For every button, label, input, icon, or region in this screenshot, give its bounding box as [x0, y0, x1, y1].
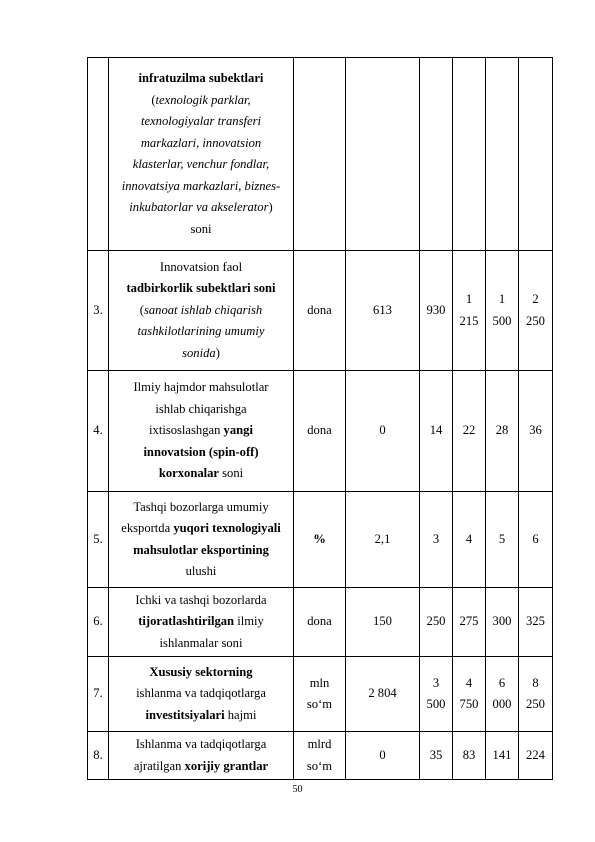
base-value: 150 — [346, 588, 420, 657]
target-value-y4: 6 — [519, 492, 553, 588]
label-part: ) soni — [190, 200, 273, 236]
label-part: soni — [219, 466, 244, 481]
indicator-label — [109, 588, 294, 657]
target-value-y4: 36 — [519, 371, 553, 492]
base-value: 613 — [346, 251, 420, 371]
row-number — [88, 58, 109, 251]
table-row — [88, 492, 553, 588]
target-value-y3: 6 000 — [486, 657, 519, 732]
label-part: Innovatsion faol — [159, 259, 243, 274]
label-part: yangi innovatsion (spin-off) korxonalar — [143, 423, 259, 481]
page-number: 50 — [292, 784, 303, 795]
target-value-y3: 5 — [486, 492, 519, 588]
row-number: 5. — [88, 492, 109, 588]
target-value-y3: 141 — [486, 732, 519, 780]
label-part: Ichki va tashqi bozorlarda — [135, 592, 267, 607]
target-value-y4: 224 — [519, 732, 553, 780]
label-part: tijoratlashtirilgan — [138, 614, 235, 629]
unit-cell: dona — [294, 588, 346, 657]
label-part: ( — [139, 302, 144, 317]
label-part: infratuzilma subektlari — [138, 71, 264, 85]
row-number: 7. — [88, 657, 109, 732]
target-value-y4: 8 250 — [519, 657, 553, 732]
target-value-y1: 35 — [420, 732, 453, 780]
label-part: ) — [215, 345, 220, 360]
unit-cell: dona — [294, 371, 346, 492]
table-row — [88, 657, 553, 732]
target-value-y3: 28 — [486, 371, 519, 492]
target-value-y1: 250 — [420, 588, 453, 657]
label-part: Tashqi bozorlarga umumiy eksportda — [121, 499, 269, 535]
label-part: Xususiy sektorning — [149, 664, 253, 679]
unit-cell: mlrd so‘m — [294, 732, 346, 780]
target-value-y2: 83 — [453, 732, 486, 780]
target-value-y2: 22 — [453, 371, 486, 492]
target-value-y1: 930 — [420, 251, 453, 371]
table-row — [88, 251, 553, 371]
label-part: investitsiyalari — [145, 707, 225, 722]
target-value-y2: 4 — [453, 492, 486, 588]
target-value-y2 — [453, 58, 486, 251]
indicator-label — [109, 657, 294, 732]
unit-cell — [294, 58, 346, 251]
label-part: sanoat ishlab chiqarish tashkilotlarining umumiy sonida — [137, 302, 265, 360]
target-value-y1 — [420, 58, 453, 251]
label-part: ilmiy ishlanmalar soni — [159, 614, 264, 650]
base-value: 2 804 — [346, 657, 420, 732]
base-value: 0 — [346, 371, 420, 492]
target-value-y1: 14 — [420, 371, 453, 492]
label-part: texnologik parklar, texnologiyalar transferi markazlari, innovatsion klasterlar, venchur fondlar, innovatsiya markazlari, biznes- inkubatorlar va akselerator — [121, 92, 281, 214]
indicator-label — [109, 492, 294, 588]
target-value-y2: 275 — [453, 588, 486, 657]
indicator-label — [109, 371, 294, 492]
unit-cell: mln so‘m — [294, 657, 346, 732]
target-value-y1: 3 500 — [420, 657, 453, 732]
label-part: hajmi — [224, 707, 257, 722]
label-part: Ishlanma va tadqiqotlarga ajratilgan — [133, 737, 267, 773]
target-value-y3: 300 — [486, 588, 519, 657]
label-part: ulushi — [185, 564, 217, 578]
label-part: ( — [151, 92, 156, 107]
row-number: 4. — [88, 371, 109, 492]
row-number: 6. — [88, 588, 109, 657]
target-value-y2: 1 215 — [453, 251, 486, 371]
indicator-label — [109, 58, 294, 251]
base-value: 0 — [346, 732, 420, 780]
label-part: yuqori texnologiyali mahsulotlar eksportining — [133, 521, 281, 557]
row-number: 3. — [88, 251, 109, 371]
indicator-label — [109, 251, 294, 371]
target-value-y4 — [519, 58, 553, 251]
table-row — [88, 58, 553, 251]
unit-cell: % — [294, 492, 346, 588]
target-value-y3: 1 500 — [486, 251, 519, 371]
base-value — [346, 58, 420, 251]
label-part: tadbirkorlik subektlari soni — [126, 281, 276, 296]
label-part: ishlanma va tadqiqotlarga — [136, 686, 266, 701]
base-value: 2,1 — [346, 492, 420, 588]
indicator-label — [109, 732, 294, 780]
target-value-y3 — [486, 58, 519, 251]
indicators-table — [87, 57, 553, 780]
table-row — [88, 371, 553, 492]
unit-cell: dona — [294, 251, 346, 371]
label-part: xorijiy grantlar — [184, 758, 269, 773]
table-body — [88, 58, 553, 780]
row-number: 8. — [88, 732, 109, 780]
table-row — [88, 732, 553, 780]
target-value-y1: 3 — [420, 492, 453, 588]
table-row — [88, 588, 553, 657]
label-part: Ilmiy hajmdor mahsulotlar ishlab chiqarishga ixtisoslashgan — [133, 380, 269, 438]
target-value-y4: 2 250 — [519, 251, 553, 371]
target-value-y4: 325 — [519, 588, 553, 657]
target-value-y2: 4 750 — [453, 657, 486, 732]
